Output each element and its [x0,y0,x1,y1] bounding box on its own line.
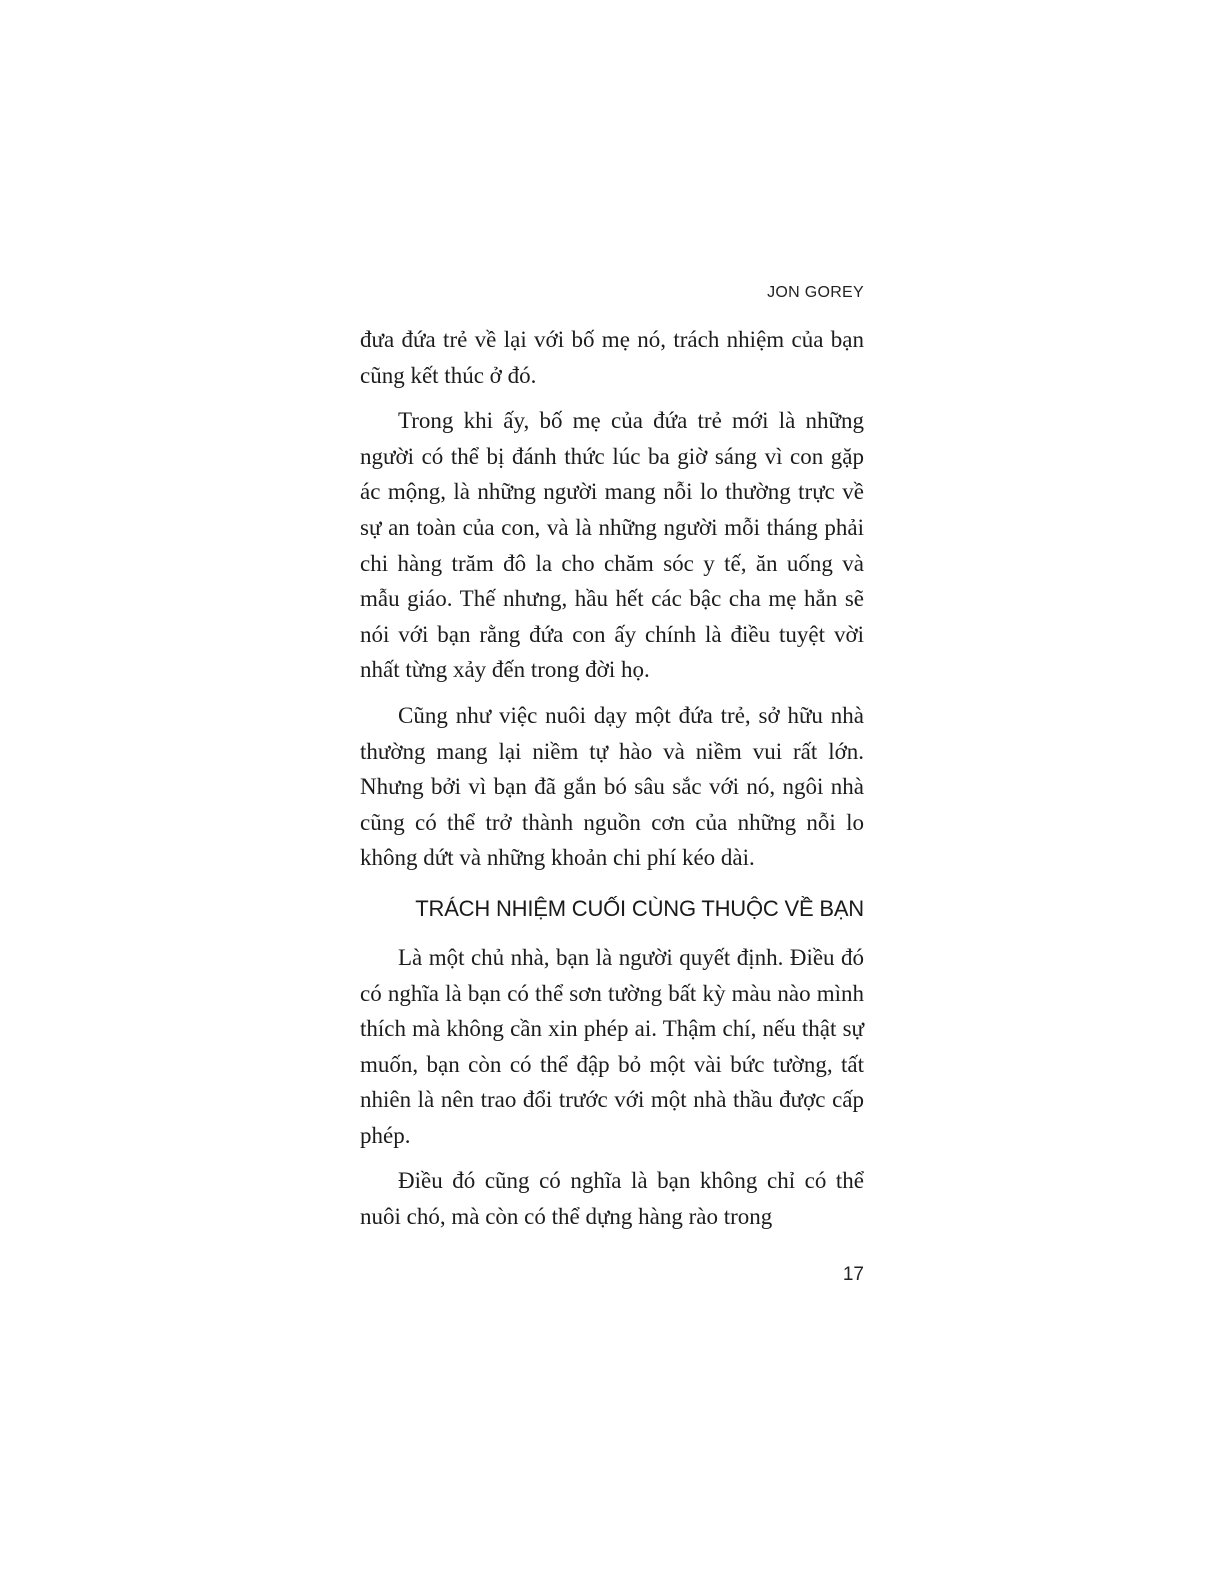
paragraph-4: Là một chủ nhà, bạn là người quyết định. Điều đó có nghĩa là bạn có thể sơn tường bất kỳ màu nào mình thích mà không cần xin phép ai. Thậm chí, nếu thật sự muốn, bạn còn có thể đập bỏ một vài bức tường, tất nhiên là nên trao đổi trước với một nhà thầu được cấp phép. [360,944,864,1148]
paragraph-5: Điều đó cũng có nghĩa là bạn không chỉ có thể nuôi chó, mà còn có thể dựng hàng rào trong [360,1168,864,1230]
paragraph-3: Cũng như việc nuôi dạy một đứa trẻ, sở hữu nhà thường mang lại niềm tự hào và niềm vui rất lớn. Nhưng bởi vì bạn đã gắn bó sâu sắc với nó, ngôi nhà cũng có thể trở thành nguồn cơn của những nỗi lo không dứt và những khoản chi phí kéo dài. [360,702,864,871]
paragraph-1: đưa đứa trẻ về lại với bố mẹ nó, trách nhiệm của bạn cũng kết thúc ở đó. [360,327,864,388]
paragraph-2: Trong khi ấy, bố mẹ của đứa trẻ mới là những người có thể bị đánh thức lúc ba giờ sáng vì con gặp ác mộng, là những người mang nỗi lo thường trực về sự an toàn của con, và là những người mỗi tháng phải chi hàng trăm đô la cho chăm sóc y tế, ăn uống và mẫu giáo. Thế nhưng, hầu hết các bậc cha mẹ hẳn sẽ nói với bạn rằng đứa con ấy chính là điều tuyệt vời nhất từng xảy đến trong đời họ. [360,408,864,683]
body-text [360,322,864,1245]
running-head: JON GOREY [767,284,864,301]
section-heading: TRÁCH NHIỆM CUỐI CÙNG THUỘC VỀ BẠN [415,895,864,921]
page-number: 17 [842,1264,864,1285]
